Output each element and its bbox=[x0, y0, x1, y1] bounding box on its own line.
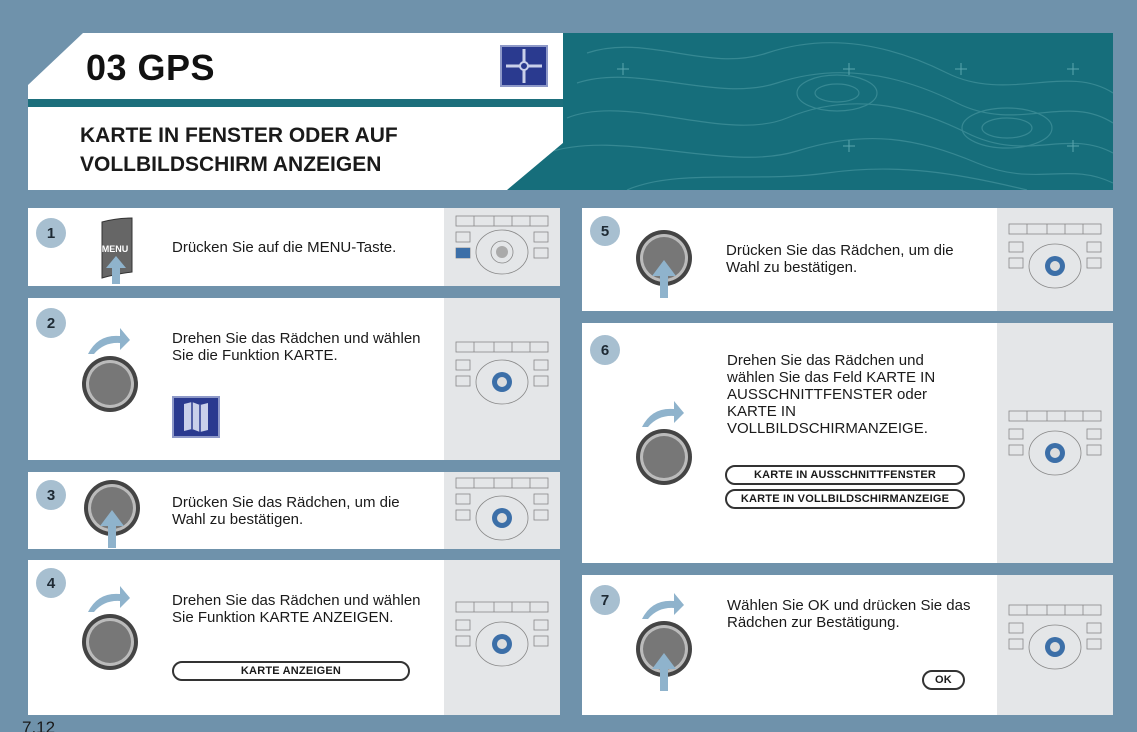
rotary-knob-icon bbox=[80, 612, 140, 672]
page-number: 7.12 bbox=[22, 718, 56, 732]
step-2-text: Drehen Sie das Rädchen und wählen Sie die Funktion KARTE. bbox=[172, 330, 421, 364]
section-title-line-2: VOLLBILDSCHIRM ANZEIGEN bbox=[80, 153, 382, 176]
step-number-badge: 6 bbox=[590, 335, 620, 365]
rotary-knob-icon bbox=[80, 354, 140, 414]
header-divider bbox=[28, 99, 563, 107]
step-5-panel bbox=[582, 208, 1113, 311]
press-arrow-icon bbox=[650, 649, 678, 691]
control-panel-illustration bbox=[444, 298, 560, 460]
section-title-line-1: KARTE IN FENSTER ODER AUF bbox=[80, 124, 398, 147]
step-number-badge: 4 bbox=[36, 568, 66, 598]
option-karte-in-vollbildschirmanzeige: KARTE IN VOLLBILDSCHIRMANZEIGE bbox=[725, 489, 965, 509]
step-1-text: Drücken Sie auf die MENU-Taste. bbox=[172, 239, 397, 256]
step-number-badge: 5 bbox=[590, 216, 620, 246]
step-4-text: Drehen Sie das Rädchen und wählen Sie Funktion KARTE ANZEIGEN. bbox=[172, 592, 421, 626]
step-number-badge: 7 bbox=[590, 585, 620, 615]
curved-arrow-icon bbox=[84, 326, 134, 356]
step-6-text: Drehen Sie das Rädchen und wählen Sie das Feld KARTE IN AUSSCHNITTFENSTER oder KARTE IN VOLLBILDSCHIRMANZEIGE. bbox=[727, 352, 936, 437]
section-title bbox=[80, 121, 500, 179]
step-6-panel bbox=[582, 323, 1113, 563]
control-panel-illustration bbox=[444, 560, 560, 715]
control-panel-illustration bbox=[997, 323, 1113, 563]
control-panel-illustration bbox=[997, 208, 1113, 311]
header-topo-banner bbox=[507, 33, 1113, 190]
option-karte-anzeigen: KARTE ANZEIGEN bbox=[172, 661, 410, 681]
control-panel-illustration bbox=[444, 472, 560, 549]
step-4-panel bbox=[28, 560, 560, 715]
step-7-text: Wählen Sie OK und drücken Sie das Rädchen zur Bestätigung. bbox=[727, 597, 971, 631]
menu-button-icon bbox=[98, 216, 138, 284]
curved-arrow-icon bbox=[638, 399, 688, 429]
step-1-panel bbox=[28, 208, 560, 286]
step-5-text: Drücken Sie das Rädchen, um die Wahl zu bestätigen. bbox=[726, 242, 954, 276]
chapter-title: 03 GPS bbox=[86, 47, 216, 88]
step-number-badge: 2 bbox=[36, 308, 66, 338]
step-7-panel bbox=[582, 575, 1113, 715]
step-number-badge: 3 bbox=[36, 480, 66, 510]
press-arrow-icon bbox=[650, 256, 678, 298]
map-book-icon bbox=[172, 396, 220, 438]
step-3-text: Drücken Sie das Rädchen, um die Wahl zu bestätigen. bbox=[172, 494, 400, 528]
menu-button-label: MENU bbox=[101, 244, 129, 254]
step-3-panel bbox=[28, 472, 560, 549]
curved-arrow-icon bbox=[84, 584, 134, 614]
step-2-panel bbox=[28, 298, 560, 460]
option-karte-in-ausschnittfenster: KARTE IN AUSSCHNITTFENSTER bbox=[725, 465, 965, 485]
press-arrow-icon bbox=[98, 506, 126, 548]
control-panel-illustration bbox=[997, 575, 1113, 715]
curved-arrow-icon bbox=[638, 591, 688, 621]
control-panel-illustration bbox=[444, 208, 560, 286]
gps-crossroad-icon bbox=[500, 45, 548, 87]
rotary-knob-icon bbox=[634, 427, 694, 487]
step-number-badge: 1 bbox=[36, 218, 66, 248]
option-ok: OK bbox=[922, 670, 965, 690]
